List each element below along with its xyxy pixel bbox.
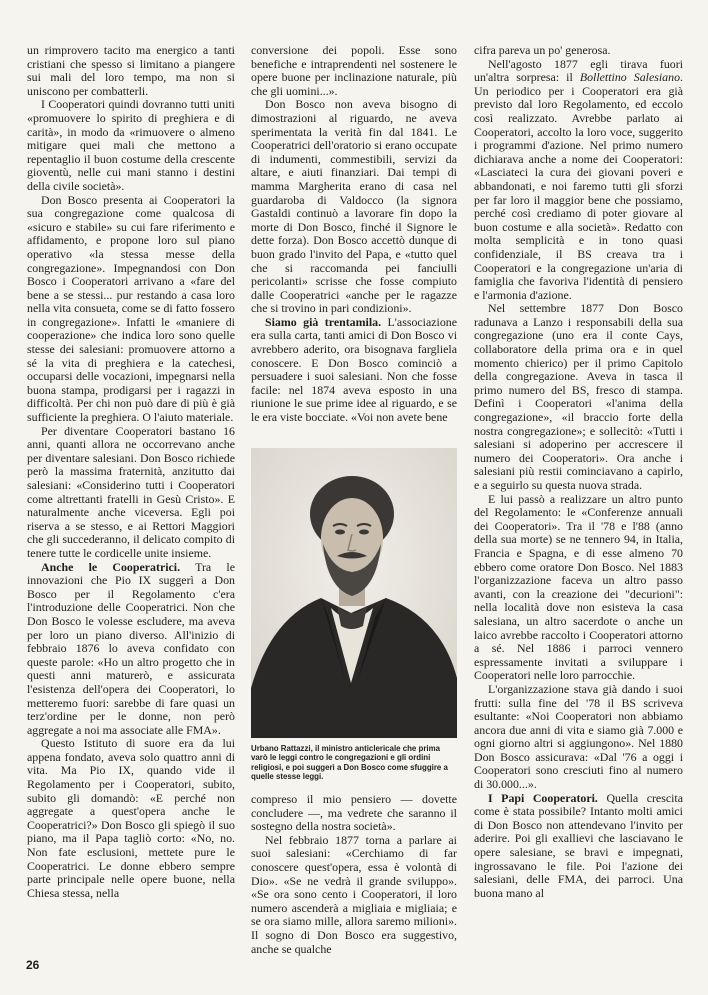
- paragraph: Nel febbraio 1877 torna a parlare ai suoi salesiani: «Cerchiamo di far conoscere quest'opera, essa è volontà di Dio». «Se ne vedrà il grande sviluppo». «Se ora sono cento i Cooperatori, il loro numero ascenderà a migliaia e migliaia; e se ora siamo mille, allora saremo milioni». Il sogno di Don Bosco era suggestivo, anche se qualche: [251, 832, 457, 956]
- paragraph-text: Tra le innovazioni che Pio IX suggerì a Don Bosco per il Regolamento c'era l'introduzione delle Cooperatrici. Non che Don Bosco le volesse escludere, ma aveva per loro un piano diverso. All'inizio di febbraio 1876 lo aveva confidato con queste parole: «Ho un altro progetto che in questi anni maturerò, e assicurata l'esistenza dell'opera dei Cooperatori, lo metteremo fuori: sarebbe di fare quasi un terz'ordine per le donne, non però aggregate a noi ma associate alle FMA».: [27, 559, 235, 737]
- paragraph: [474, 792, 683, 901]
- paragraph: [474, 58, 683, 303]
- photo-caption: Urbano Rattazzi, il ministro anticlericale che prima varò le leggi contro le congregazioni e gli ordini religiosi, e poi suggerì a Don Bosco come sfuggire a quelle stesse leggi.: [251, 744, 448, 781]
- paragraph-text: Quella crescita come è stata possibile? Intanto molti amici di Don Bosco non attendevano l'invito per aderire. Poi gli exallievi che lasciavano le opere salesiane, se bravi e impegnati, ingrossavano le file. Poi l'azione dei salesiani, delle FMA, dei parroci. Una buona mano al: [474, 790, 683, 900]
- paragraph-text: L'associazione era sulla carta, tanti amici di Don Bosco vi avrebbero aderito, ora bisognava fargliela conoscere. E Don Bosco cominciò a persuadere i suoi salesiani. Non che fosse facile: nel 1874 aveva esposto in una riunione le sue prime idee al riguardo, e se le era viste bocciate. «Voi non avete bene: [251, 314, 458, 425]
- paragraph: [27, 561, 235, 738]
- text-column-1: [27, 44, 235, 900]
- paragraph-text: . Un periodico per i Cooperatori era già previsto dal loro Regolamento, ed eccolo così realizzato. Avrebbe parlato ai Cooperatori, accolto la loro voce, suggerito i programmi d'azione. Nel primo numero dichiarava anche a nome dei Cooperatori: «Lasciateci la cura dei giovani poveri e abbandonati, e noi faremo tutti gli sforzi per far loro il maggior bene che possiamo, perché così crediamo di poter giovare al buon costume e alla società». Redatto con molta semplicità e in tono quasi confidenziale, il BS creava tra i Cooperatori e la congregazione un'aria di famiglia che favoriva l'identità di pensiero e l'armonia d'azione.: [474, 70, 683, 302]
- portrait-photo: [251, 448, 457, 738]
- section-heading: I Papi Cooperatori.: [488, 790, 598, 805]
- page-number: 26: [26, 958, 40, 972]
- paragraph: Per diventare Cooperatori bastano 16 anni, quanti allora ne occorrevano anche per diventare salesiani. Don Bosco richiede però la massima fraternità, anzitutto dai salesiani: «Considerino tutti i Cooperatori come altrettanti fratelli in Gesù Cristo». E naturalmente anche viceversa. Egli poi riserva a se stesso, e ai Rettori Maggiori che gli succederanno, il delicato compito di tenere tutte le cordicelle unite insieme.: [27, 423, 235, 560]
- paragraph: un rimprovero tacito ma energico a tanti cristiani che spesso si limitano a piangere sui mali del loro tempo, ma non si uniscono per combatterli.: [27, 43, 235, 98]
- paragraph: L'organizzazione stava già dando i suoi frutti: sulla fine del '78 il BS scriveva esultante: «Noi Cooperatori non abbiamo ancora due anni di vita e siamo già 7.000 e ogni giorno altri si aggiungono». Nel 1880 Don Bosco assicurava: «Dal '76 a oggi i Cooperatori sono cresciuti fino al numero di 30.000...».: [474, 681, 683, 792]
- paragraph-text: Nell'agosto 1877 egli tirava fuori un'altra sorpresa: il: [474, 56, 683, 85]
- text-column-2-continued: [251, 793, 457, 956]
- paragraph: Nel settembre 1877 Don Bosco radunava a Lanzo i responsabili della sua congregazione (uno era il conte Cays, collaboratore della prima ora e in quel momento chierico) per il primo Capitolo della congregazione. Aveva in tasca il primo numero del BS, fresco di stampa. Definì i Cooperatori «l'anima della congregazione», «il braccio forte della nostra congregazione»; e sollecitò: «Tutti i salesiani si adoperino per accrescere il numero dei Cooperatori». Ora anche i salesiani più restii cominciavano a capirlo, e a seguirlo su questa nuova strada.: [474, 301, 683, 492]
- section-heading: Siamo già trentamila.: [265, 314, 382, 329]
- paragraph: [251, 316, 457, 425]
- paragraph: compreso il mio pensiero — dovette concludere —, ma vedrete che saranno il sostegno della nostra società».: [251, 792, 457, 834]
- paragraph: cifra pareva un po' generosa.: [474, 43, 611, 57]
- paragraph: Don Bosco presenta ai Cooperatori la sua congregazione come qualcosa di «sicuro e stabile» su cui fare riferimento e affidamento, e propone loro sul piano operativo «la stessa messe della congregazione». Impegnandosi con Don Bosco i Cooperatori arrivano a «fare del bene a se stessi... pur restando a casa loro nella vita consueta, come se di fatto fossero in congregazione». Infatti le «maniere di cooperazione» che indica loro sono quelle stesse dei salesiani: promuovere attorno a sé la vita di preghiera e la catechesi, occuparsi delle vocazioni, impegnarsi nella buona stampa, prodigarsi per i ragazzi in difficoltà. Per chi non può dare di più è già sufficiente la preghiera. O l'aiuto materiale.: [27, 192, 235, 425]
- portrait-illustration: [251, 448, 457, 738]
- text-column-3: [474, 44, 683, 900]
- text-column-2: [251, 44, 457, 425]
- paragraph: conversione dei popoli. Esse sono benefiche e intraprendenti nel sostenere le opere buone per inclinazione naturale, più che gli uomini...».: [251, 43, 457, 98]
- paragraph: Don Bosco non aveva bisogno di dimostrazioni al riguardo, ne aveva sperimentata la verità fin dal 1841. Le Cooperatrici dell'oratorio si erano occupate di indumenti, commestibili, servizi da altare, e aiuti finanziari. Dai tempi di mamma Margherita erano di casa nel guardaroba di Valdocco (la signora Gastaldi continuò a lavorare fin dopo la morte di Don Bosco, finché il Signore le dette forza). Don Bosco accettò dunque di buon grado l'invito del Papa, e «tutto quel che si raccomanda pei fanciulli pericolanti» scrisse che fosse compiuto dalle Cooperatrici «anche per le ragazze che si trovino in pari condizioni».: [251, 97, 457, 316]
- section-heading: Anche le Cooperatrici.: [41, 559, 181, 574]
- paragraph: Questo Istituto di suore era da lui appena fondato, aveva solo quattro anni di vita. Ma Pio IX, quando vide il Regolamento per i Cooperatori, subito, subito gli domandò: «E perché non aggregate a quest'opera anche le Cooperatrici?» Don Bosco gli spiegò il suo piano, ma il Papa tagliò corto: «No, no. Non fate esclusioni, mettete pure le Cooperatrici. Le donne ebbero sempre parte principale nelle opere buone, nella Chiesa stessa, nella: [27, 736, 235, 900]
- publication-title: Bollettino Salesiano: [579, 70, 681, 85]
- paragraph: I Cooperatori quindi dovranno tutti uniti «promuovere lo spirito di preghiera e di carità», in modo da «rimuovere o almeno mitigare quei mali che mettono a repentaglio il buon costume della crescente gioventù, nelle cui mani stanno i destini della civile società».: [27, 97, 235, 193]
- paragraph: E lui passò a realizzare un altro punto del Regolamento: le «Conferenze annuali dei Cooperatori». Tra il '78 e l'88 (anno della sua morte) se ne tennero 94, in Italia, Francia e Spagna, e di esse almeno 70 ebbero come oratore Don Bosco. Nel 1883 l'organizzazione faceva un altro passo avanti, con la creazione dei "decurioni": nella località dove non esisteva la casa salesiana, un altro sacerdote o anche un laico avrebbe raccolto i Cooperatori attorno a sé. Nel 1886 i parroci vennero espressamente invitati a sviluppare i Cooperatori nelle loro parrocchie.: [474, 491, 683, 683]
